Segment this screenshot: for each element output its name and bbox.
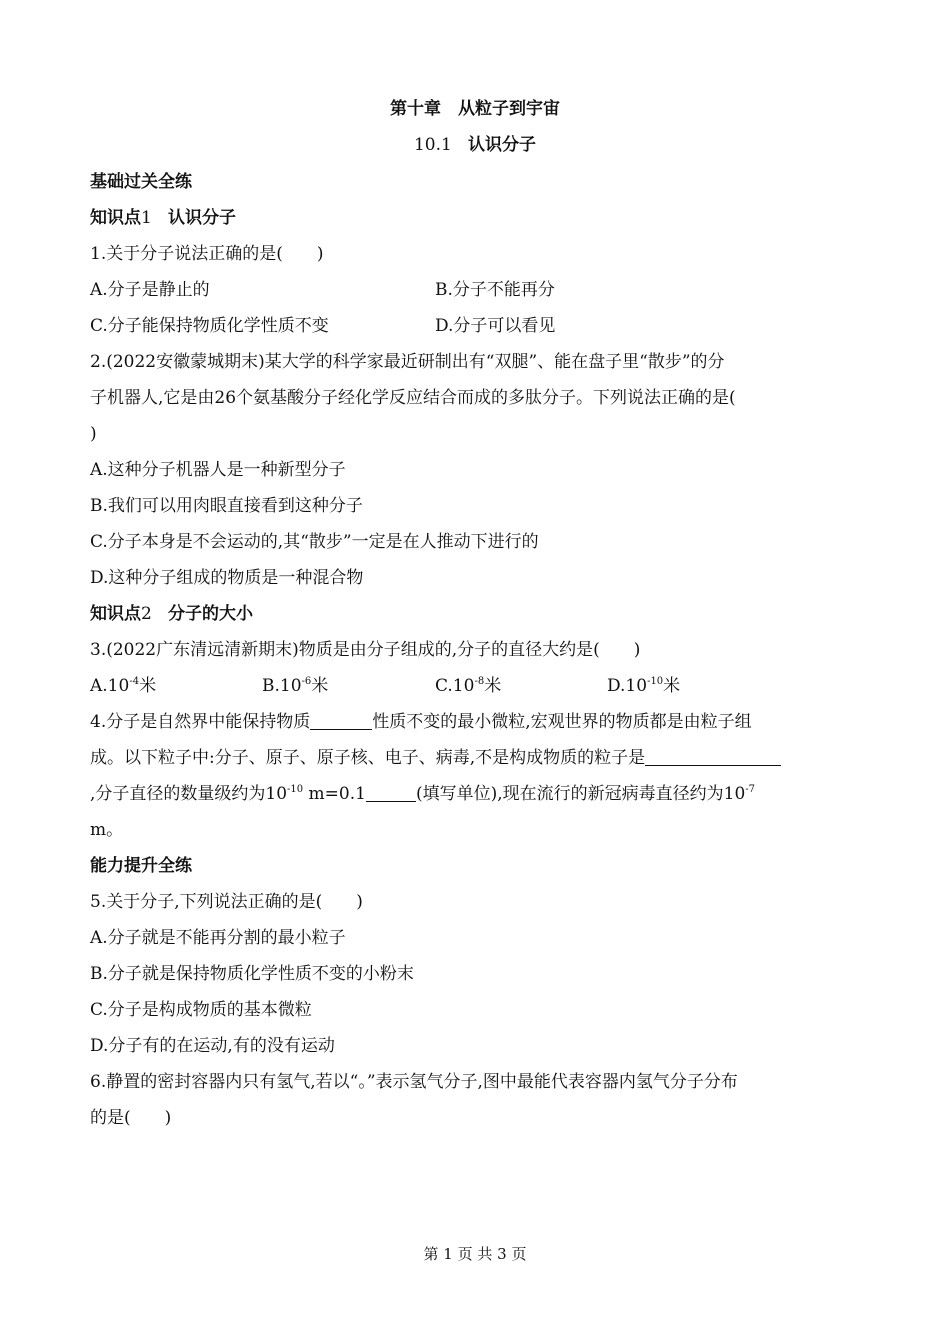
q2-line-1: 2.(2022安徽蒙城期末)某大学的科学家最近研制出有“双腿”、能在盘子里“散步”的分 bbox=[90, 352, 725, 372]
q3-option-d: $D.10^{-10}$米 bbox=[607, 676, 681, 696]
q1-option-a: A.分子是静止的 bbox=[90, 280, 210, 300]
q1-option-c: C.分子能保持物质化学性质不变 bbox=[90, 316, 329, 336]
q2-option-a: A.这种分子机器人是一种新型分子 bbox=[90, 460, 346, 480]
kp2-number: 2 bbox=[141, 604, 152, 624]
knowledge-point-2 bbox=[90, 602, 253, 626]
q5-stem: 5.关于分子,下列说法正确的是( ) bbox=[90, 892, 363, 912]
q2-option-d: D.这种分子组成的物质是一种混合物 bbox=[90, 568, 364, 588]
kp1-number: 1 bbox=[141, 208, 152, 228]
part2-heading: 能力提升全练 bbox=[90, 856, 192, 876]
q1-stem: 1.关于分子说法正确的是( ) bbox=[90, 244, 324, 264]
q3-option-b: $B.10^{-6}$米 bbox=[262, 676, 329, 696]
q4-line-1: 4.分子是自然界中能保持物质 性质不变的最小微粒,宏观世界的物质都是由粒子组 bbox=[90, 712, 752, 732]
q3-option-c: $C.10^{-8}$米 bbox=[435, 676, 502, 696]
section-name: 认识分子 bbox=[468, 135, 537, 155]
q4-line-4: m。 bbox=[90, 820, 124, 840]
page-footer: 第 1 页 共 3 页 bbox=[423, 1245, 527, 1263]
q1-option-b: B.分子不能再分 bbox=[435, 280, 555, 300]
chapter-title: 第十章 从粒子到宇宙 bbox=[390, 99, 560, 119]
q5-option-c: C.分子是构成物质的基本微粒 bbox=[90, 1000, 312, 1020]
q4-blank-2[interactable] bbox=[645, 747, 781, 766]
section-number: 10.1 bbox=[413, 135, 452, 155]
part1-heading: 基础过关全练 bbox=[90, 172, 192, 192]
q4-line-2: 成。以下粒子中:分子、原子、原子核、电子、病毒,不是构成物质的粒子是 bbox=[90, 746, 781, 770]
q3-option-a: $A.10^{-4}$米 bbox=[90, 676, 157, 696]
q5-option-b: B.分子就是保持物质化学性质不变的小粉末 bbox=[90, 964, 414, 984]
kp1-prefix: 知识点 bbox=[90, 208, 141, 228]
q4-blank-1[interactable] bbox=[310, 711, 372, 730]
q6-line-2: 的是( ) bbox=[90, 1108, 172, 1128]
q5-option-d: D.分子有的在运动,有的没有运动 bbox=[90, 1036, 335, 1056]
q2-line-2: 子机器人,它是由26个氨基酸分子经化学反应结合而成的多肽分子。下列说法正确的是( bbox=[90, 388, 736, 408]
kp2-prefix: 知识点 bbox=[90, 604, 141, 624]
q4-line-3: ,分子直径的数量级约为$10^{-10}$ m=0.1 (填写单位),现在流行的新冠病毒直径约为$10^{-7}$ bbox=[90, 784, 756, 804]
kp2-title: 分子的大小 bbox=[168, 604, 254, 624]
q3-stem: 3.(2022广东清远清新期末)物质是由分子组成的,分子的直径大约是( ) bbox=[90, 640, 641, 660]
q2-option-c: C.分子本身是不会运动的,其“散步”一定是在人推动下进行的 bbox=[90, 532, 539, 552]
section-title bbox=[0, 133, 950, 157]
q2-line-3: ) bbox=[90, 424, 97, 444]
q2-option-b: B.我们可以用肉眼直接看到这种分子 bbox=[90, 496, 363, 516]
q6-line-1: 6.静置的密封容器内只有氢气,若以“。”表示氢气分子,图中最能代表容器内氢气分子分布 bbox=[90, 1072, 738, 1092]
knowledge-point-1 bbox=[90, 206, 236, 230]
q5-option-a: A.分子就是不能再分割的最小粒子 bbox=[90, 928, 346, 948]
q4-blank-3[interactable] bbox=[366, 783, 416, 802]
kp1-title: 认识分子 bbox=[168, 208, 237, 228]
q1-option-d: D.分子可以看见 bbox=[435, 316, 556, 336]
